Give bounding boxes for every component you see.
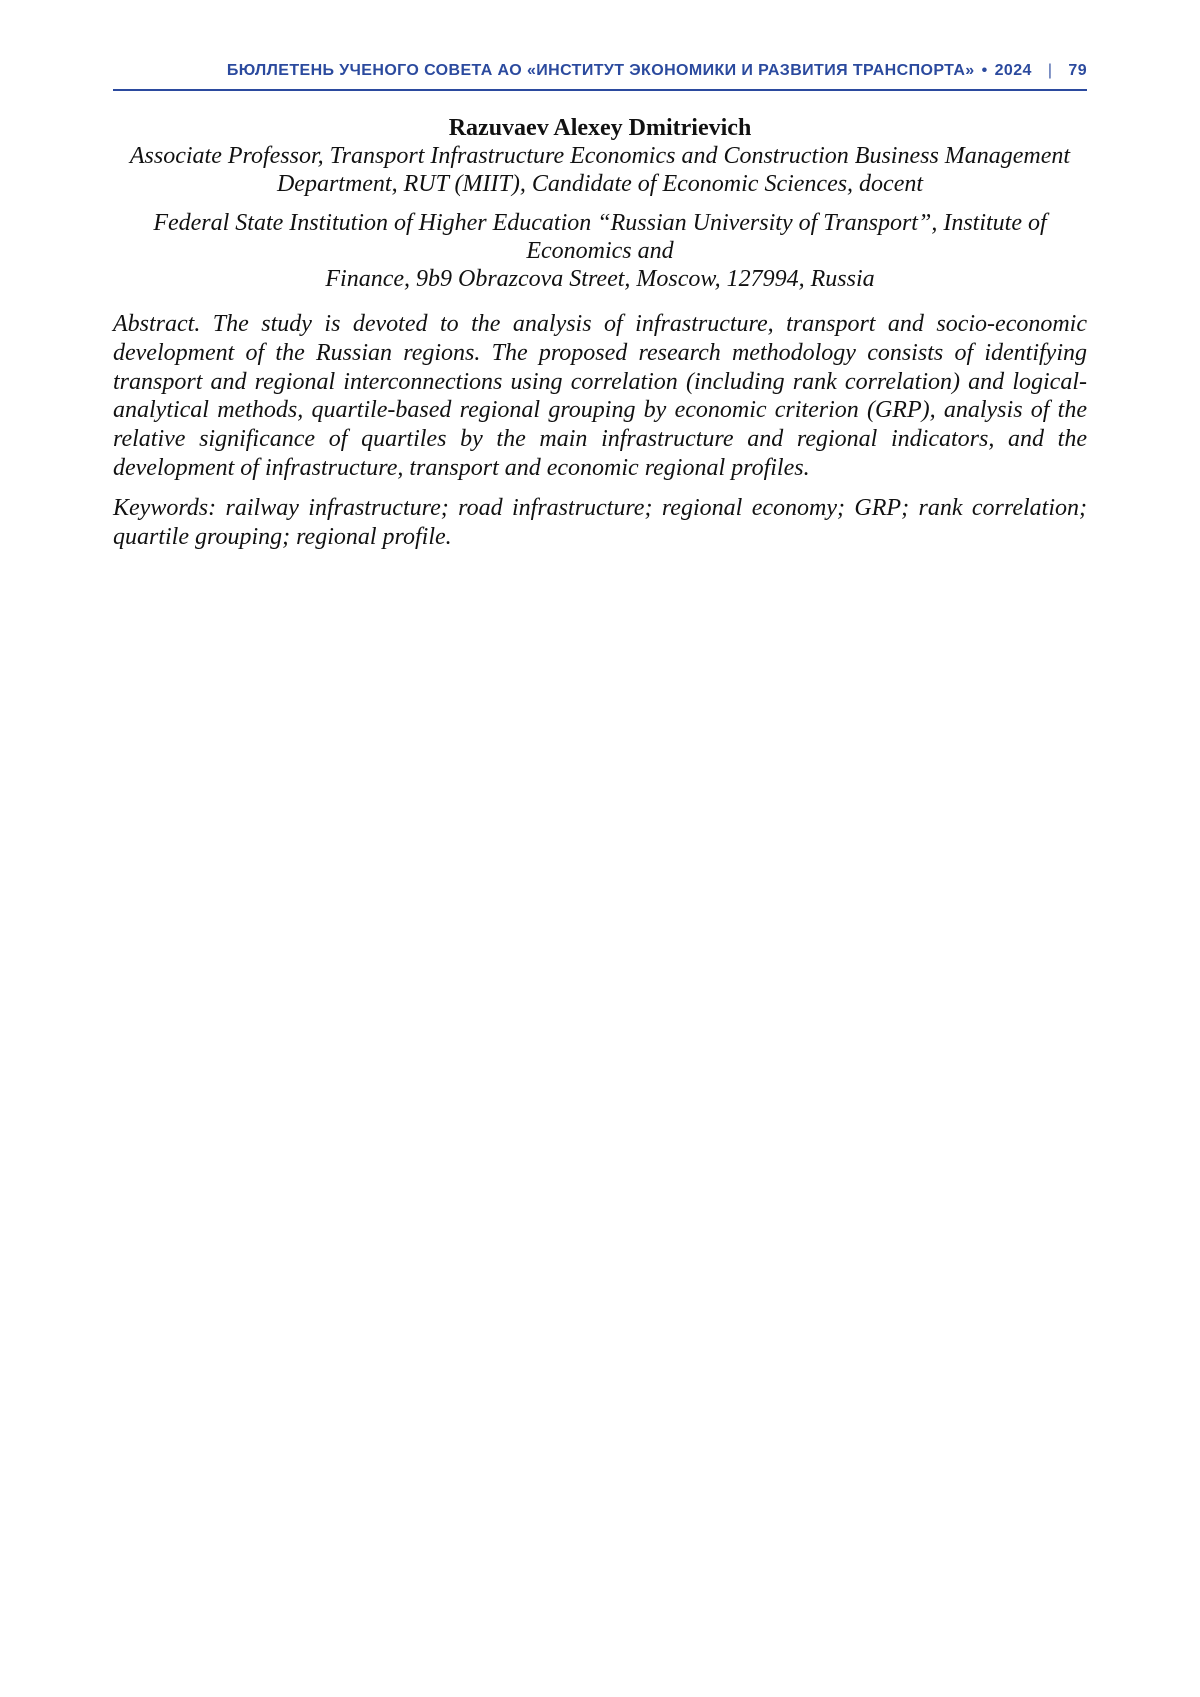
journal-title: БЮЛЛЕТЕНЬ УЧЕНОГО СОВЕТА АО «ИНСТИТУТ ЭКОНОМИКИ И РАЗВИТИЯ ТРАНСПОРТА» — [226, 62, 975, 79]
author-role-line-1: Associate Professor, Transport Infrastructure Economics and Construction Business Management — [129, 143, 1071, 169]
header-bullet: • — [981, 62, 988, 79]
affiliation-line-2: Finance, 9b9 Obrazcova Street, Moscow, 127994, Russia — [325, 266, 875, 292]
header-divider: | — [1047, 62, 1053, 79]
page-number: 79 — [1068, 62, 1087, 79]
author-role-line-2: Department, RUT (MIIT), Candidate of Economic Sciences, docent — [276, 171, 924, 197]
affiliation — [113, 209, 1087, 293]
author-name: Razuvaev Alexey Dmitrievich — [448, 115, 752, 141]
article-content — [0, 114, 1200, 551]
abstract-paragraph: Abstract. The study is devoted to the analysis of infrastructure, transport and socio-economic development of the Russian regions. The proposed research methodology consists of identifying transport and regional interconnections using correlation (including rank correlation) and logical-analytical methods, quartile-based regional grouping by economic criterion (GRP), analysis of the relative significance of quartiles by the main infrastructure and regional indicators, and the development of infrastructure, transport and economic regional profiles. — [113, 311, 1087, 481]
keywords-paragraph: Keywords: railway infrastructure; road infrastructure; regional economy; GRP; rank correlation; quartile grouping; regional profile. — [113, 494, 1087, 550]
running-header — [113, 62, 1087, 91]
header-year: 2024 — [994, 62, 1032, 79]
affiliation-line-1: Federal State Institution of Higher Education “Russian University of Transport”, Institute of Economics and — [153, 210, 1047, 264]
